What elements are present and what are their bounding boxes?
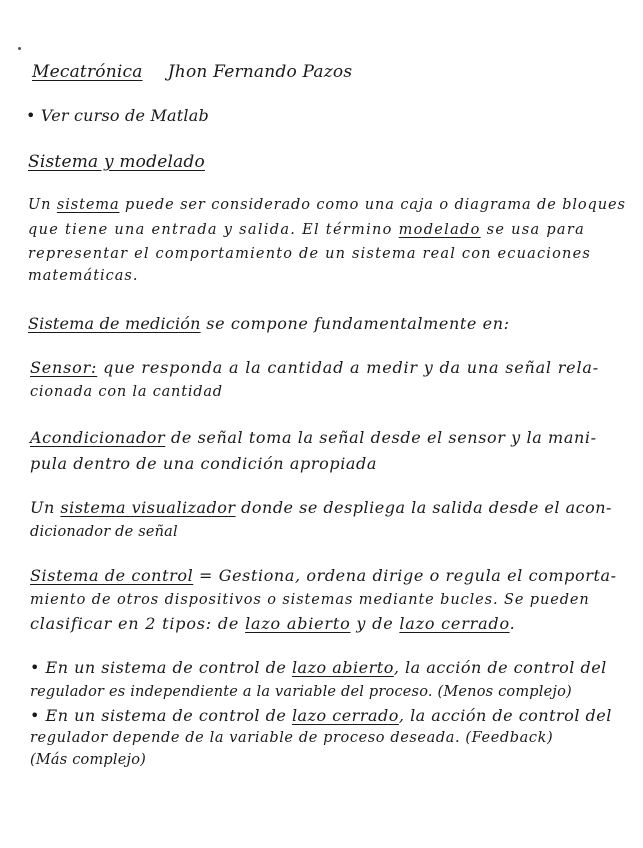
text-run: • En un sistema de control de (30, 706, 292, 725)
author-name: Jhon Fernando Pazos (167, 62, 353, 82)
term-sistema-visualizador: sistema visualizador (60, 498, 236, 517)
term-sistema-control: Sistema de control (30, 566, 194, 585)
text-run: se compone fundamentalmente en: (200, 314, 510, 333)
text-run: • En un sistema de control de (30, 658, 292, 677)
term-sistema: sistema (56, 197, 120, 213)
text-run: , la acción de control del (393, 658, 607, 677)
bullet-1-line-2: regulador es independiente a la variable del proceso. (Menos complejo) (30, 684, 572, 700)
note-line: • Ver curso de Matlab (26, 106, 209, 125)
text-run: Un (30, 498, 61, 517)
paragraph-line-3: representar el comportamiento de un sistema real con ecuaciones (28, 246, 592, 262)
paragraph-line-1 (28, 197, 626, 213)
text-run: clasificar en 2 tipos: de (30, 614, 246, 633)
text-run: de señal toma la señal desde el sensor y la mani- (165, 428, 597, 447)
bullet-2-line-1 (30, 706, 612, 725)
acondicionador-line-1 (30, 428, 597, 447)
header-line (32, 62, 352, 82)
text-run: y de (350, 614, 400, 633)
term-modelado: modelado (398, 222, 481, 238)
text-run: que responda a la cantidad a medir y da una señal rela- (97, 358, 599, 377)
term-acondicionador: Acondicionador (30, 428, 166, 447)
text-run: Un (28, 197, 57, 213)
text-run: se usa para (480, 222, 586, 238)
term-lazo-abierto: lazo abierto (245, 614, 351, 633)
bullet-2-line-3: (Más complejo) (30, 752, 146, 768)
sensor-line-2: cionada con la cantidad (30, 384, 223, 400)
text-run: que tiene una entrada y salida. El término (28, 222, 399, 238)
visualizador-line-1 (30, 498, 612, 517)
term-sensor: Sensor: (30, 358, 98, 377)
term-lazo-cerrado: lazo cerrado (291, 706, 399, 725)
section-medicion-line (28, 314, 510, 333)
bullet-1-line-1 (30, 658, 607, 677)
paragraph-line-2 (28, 222, 585, 238)
text-run: . (509, 614, 516, 633)
control-line-1 (30, 566, 617, 585)
paragraph-line-4: matemáticas. (28, 268, 139, 284)
text-run: = Gestiona, ordena dirige o regula el comporta- (193, 566, 617, 585)
sensor-line-1 (30, 358, 599, 377)
acondicionador-line-2: pula dentro de una condición apropiada (30, 454, 378, 473)
control-line-3 (30, 614, 516, 633)
visualizador-line-2: dicionador de señal (30, 524, 178, 540)
control-line-2: miento de otros dispositivos o sistemas mediante bucles. Se pueden (30, 592, 590, 608)
bullet-2-line-2: regulador depende de la variable de proceso deseada. (Feedback) (30, 730, 554, 746)
section-title-sistema-modelado: Sistema y modelado (28, 152, 205, 172)
paper-speck (18, 47, 21, 50)
text-run: puede ser considerado como una caja o diagrama de bloques (119, 197, 626, 213)
subject-title: Mecatrónica (32, 62, 143, 82)
term-lazo-cerrado: lazo cerrado (399, 614, 510, 633)
section-title-sistema-medicion: Sistema de medición (28, 314, 201, 333)
text-run: , la acción de control del (398, 706, 612, 725)
text-run: donde se despliega la salida desde el acon- (235, 498, 612, 517)
term-lazo-abierto: lazo abierto (291, 658, 394, 677)
